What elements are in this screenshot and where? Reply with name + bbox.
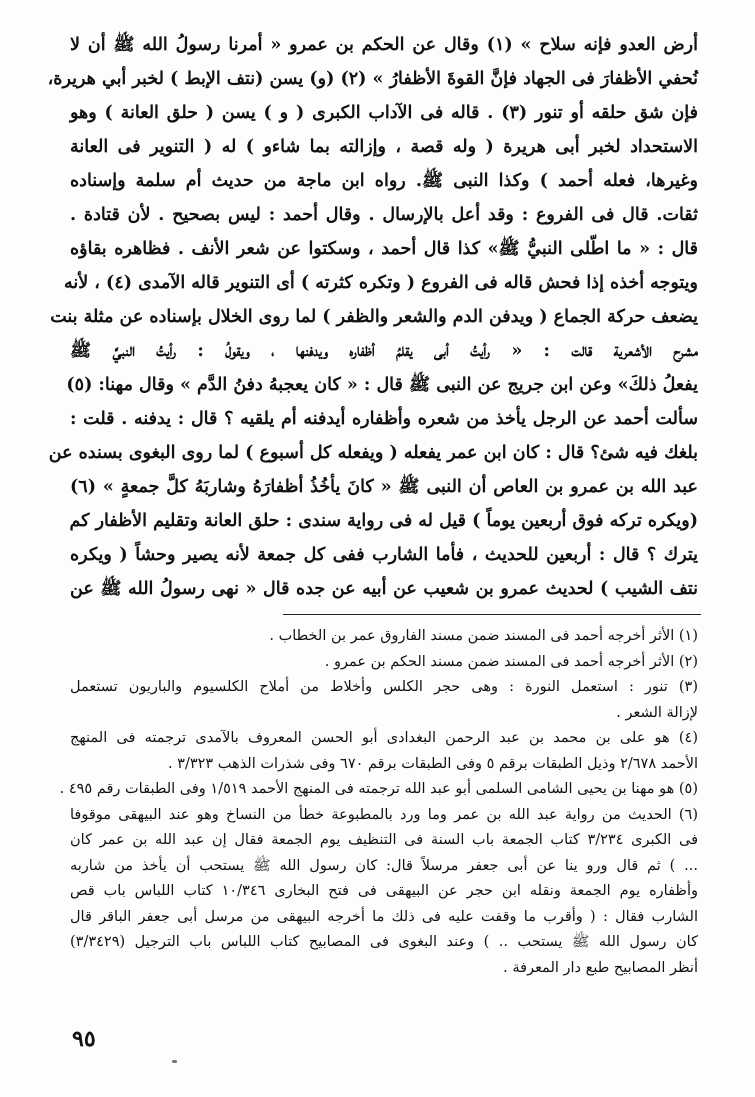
footnote-line: كان رسول الله ﷺ يستحب .. ) وعند البغوى فى المصابيح كتاب اللباس باب الترجيل (٣/٣٤٢٩) [70,934,698,950]
footnote-line: (٣) تنور : استعمل النورة : وهى حجر الكلس وأخلاط من أملاح الكلسيوم والباريون تستعمل [70,679,698,695]
footnote-line: فى الكبرى ٣/٢٣٤ كتاب الجمعة باب السنة فى التنظيف يوم الجمعة فقال إن عبد الله بن عمر كان [70,832,699,848]
main-text [47,28,698,606]
footnote-line: وأظفاره يوم الجمعة ونقله ابن حجر عن البيهقى فى فتح البخارى ١٠/٣٤٦ كتاب اللباس باب قص [70,883,698,899]
footnote-separator [283,614,701,615]
footnote-line: (١) الأثر أخرجه أحمد فى المسند ضمن مسند الفاروق عمر بن الخطاب . [269,628,698,644]
text-line: (ويكره تركه فوق أربعين يوماً ) قيل له فى رواية سندى : حلق العانة وتقليم الأظفار كم [69,511,698,531]
page-body [47,28,698,606]
footnote-line: الأحمد ٢/٦٧٨ وذيل الطبقات برقم ٥ وفى الطبقات برقم ٦٧٠ وفى شذرات الذهب ٣/٣٢٣ . [167,755,698,772]
text-line: عبد الله بن عمرو بن العاص أن النبى ﷺ « كانَ يأخُذُ أظفارَهُ وشاربَهُ كلَّ جمعةٍ » (٦) [70,477,698,497]
text-line: سألت أحمد عن الرجل يأخذ من شعره وأظفاره أيدفنه أم يلقيه ؟ قال : يدفنه . قلت : [70,409,698,429]
scan-speck [172,1060,177,1063]
text-line: بلغك فيه شئ؟ قال : كان ابن عمر يفعله ( ويفعله كل أسبوع ) لما روى البغوى بسنده عن [48,443,698,463]
text-line: نتف الشيب ) لحديث عمرو بن شعيب عن أبيه عن جده قال « نهى رسولُ الله ﷺ عن [70,579,698,599]
text-line: أرض العدو فإنه سلاح » (١) وقال عن الحكم بن عمرو « أمرنا رسولُ الله ﷺ أن لا [70,35,698,55]
text-line: يفعلُ ذلكَ» وعن ابن جريج عن النبى ﷺ قال : « كان يعجبهُ دفنُ الدَّم » وقال مهنا: (٥) [66,375,698,395]
footnote-line: (٥) هو مهنا بن يحيى الشامى السلمى أبو عبد الله ترجمته فى المنهج الأحمد ١/٥١٩ وفى الطبقات رقم ٤٩٥ . [59,781,698,797]
footnote-line: ... ) ثم قال ورو ينا عن أبى جعفر مرسلاً قال: كان رسول الله ﷺ يستحب أن يأخذ من شاربه [70,857,698,874]
text-line: وغيرها، فعله أحمد ) وكذا النبى ﷺ. رواه ابن ماجة من حديث أم سلمة وإسناده [70,171,698,191]
text-line: قال : « ما اطّلى النبيُّ ﷺ» كذا قال أحمد ، وسكتوا عن شعر الأنف . فظاهره بقاؤه [70,239,698,259]
text-line: نُحفي الأظفارَ فى الجهاد فإنَّ القوةَ الأظفارُ » (٢) (و) يسن (نتف الإبط ) لخبر أبي هريرة، [47,69,698,89]
footnotes [59,624,699,981]
footnote-line: أنظر المصابيح طبع دار المعرفة . [503,959,698,976]
text-line: يضعف حركة الجماع ( ويدفن الدم والشعر والظفر ) لما روى الخلال بإسناده عن مثلة بنت [50,307,698,327]
text-line: فإن شق حلقه أو تنور (٣) . قاله فى الآداب الكبرى ( و ) يسن ( حلق العانة ) وهو [70,103,698,123]
footnote-line: (٤) هو على بن محمد بن عبد الرحمن البغدادى أبو الحسن المعروف بالآمدى ترجمته فى المنهج [70,730,698,746]
footnote-line: (٦) الحديث من رواية عبد الله بن عمر وما ورد بالمطبوعة خطأ من النساخ وهو عند البيهقى موقوفا [70,806,698,823]
footnote-line: الشارب فقال : ( وأقرب ما وقفت عليه فى ذلك ما أخرجه البيهقى من مرسل أبى جعفر الباقر قال [70,908,698,925]
text-line: يترك ؟ قال : أربعين للحديث ، فأما الشارب ففى كل جمعة لأنه يصير وحشاً ( ويكره [70,545,698,565]
text-line: ويتوجه أخذه إذا فحش قاله فى الفروع ( وتكره كثرته ) أى التنوير قاله الآمدى (٤) ، لأنه [63,273,698,293]
footnote-line: لإزالة الشعر . [616,704,698,721]
text-line: الاستحداد لخبر أبى هريرة ( وله قصة ، وإزالته بما شاءو ) له ( التنوير فى العانة [70,137,698,157]
text-line: ثقات. قال فى الفروع : وقد أعل بالإرسال . وقال أحمد : ليس بصحيح . لأن قتادة . [70,205,698,225]
text-line: مشرح الأشعرية قالت : « رأيتُ أبى يقلمُ أظفاره ويدفنها ، ويقولُ : رأيتُ النبيَّ ﷺ [70,341,698,361]
page-number: ٩٥ [72,1026,96,1052]
footnote-line: (٢) الأثر أخرجه أحمد فى المسند ضمن مسند الحكم بن عمرو . [324,653,698,670]
